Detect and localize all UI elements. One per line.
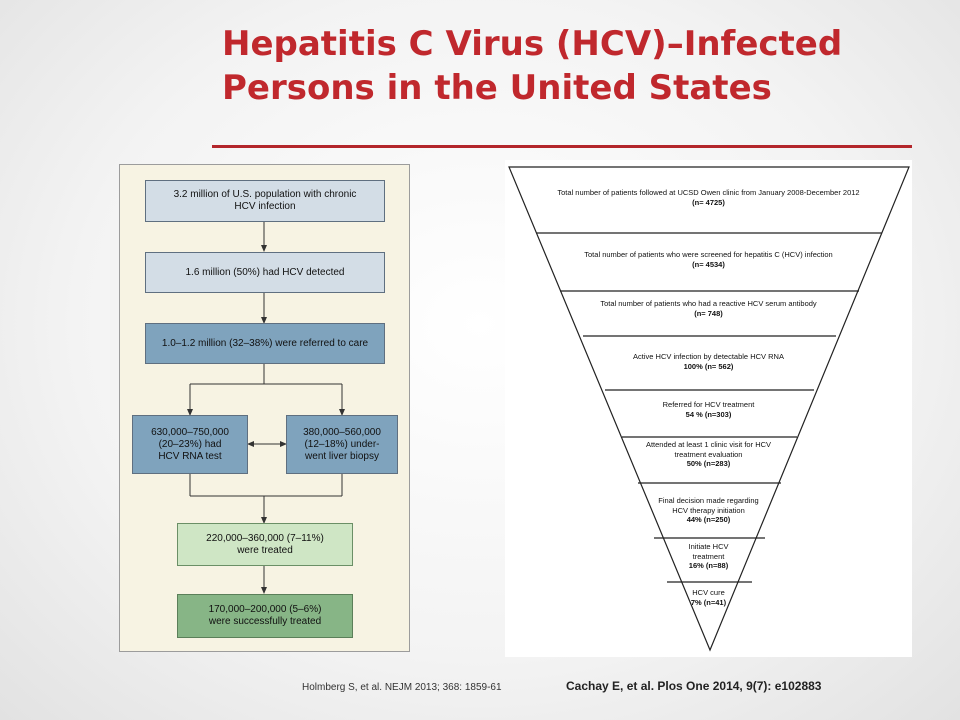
- funnel-level-referred: [505, 400, 912, 419]
- funnel-level-count: 100% (n= 562): [683, 361, 734, 371]
- funnel-level-text: HCV cure: [692, 588, 725, 597]
- funnel-level-count: 7% (n=41): [690, 597, 727, 607]
- cascade-box-text: 170,000–200,000 (5–6%) were successfully treated: [208, 604, 322, 627]
- citation-cachay: Cachay E, et al. Plos One 2014, 9(7): e102883: [566, 679, 822, 693]
- cascade-box-text: 1.0–1.2 million (32–38%) were referred to care: [161, 337, 369, 349]
- cascade-box-liver-biopsy: [286, 415, 398, 474]
- cascade-box-text: 1.6 million (50%) had HCV detected: [185, 266, 345, 278]
- hcv-care-cascade-panel: [119, 164, 410, 652]
- funnel-level-text: Total number of patients followed at UCSD Owen clinic from January 2008-December 2012: [557, 188, 860, 197]
- funnel-level-count: 44% (n=250): [686, 515, 731, 524]
- funnel-level-text: Final decision made regarding HCV therapy initiation: [658, 496, 759, 515]
- cascade-box-referred: [145, 323, 385, 364]
- title-line-2: Persons in the United States: [222, 68, 772, 108]
- citation-holmberg: Holmberg S, et al. NEJM 2013; 368: 1859-61: [302, 682, 502, 693]
- funnel-level-count: 54 % (n=303): [685, 409, 732, 419]
- funnel-level-initiate-treatment: [505, 542, 912, 571]
- funnel-level-text: Active HCV infection by detectable HCV RNA: [633, 352, 784, 361]
- cascade-box-detected: [145, 252, 385, 293]
- funnel-level-hcv-cure: [505, 588, 912, 607]
- funnel-level-text: Total number of patients who were screened for hepatitis C (HCV) infection: [584, 250, 833, 259]
- title-line-1: Hepatitis C Virus (HCV)–Infected: [222, 24, 843, 64]
- cascade-connectors: [120, 165, 411, 653]
- cascade-box-text: 3.2 million of U.S. population with chronic HCV infection: [173, 189, 357, 212]
- funnel-level-text: Initiate HCV treatment: [688, 542, 729, 561]
- funnel-level-reactive-antibody: [505, 299, 912, 318]
- funnel-level-count: (n= 748): [694, 308, 723, 318]
- cascade-box-text: 220,000–360,000 (7–11%) were treated: [206, 532, 324, 556]
- cascade-box-text: 630,000–750,000 (20–23%) had HCV RNA test: [151, 426, 229, 462]
- funnel-level-count: (n= 4534): [692, 259, 725, 269]
- funnel-level-count: 16% (n=88): [688, 561, 729, 570]
- funnel-level-text: Attended at least 1 clinic visit for HCV treatment evaluation: [645, 440, 772, 459]
- funnel-level-count: 50% (n=283): [686, 459, 731, 468]
- ucsd-hcv-funnel: [505, 160, 912, 657]
- funnel-level-active-infection: [505, 352, 912, 371]
- cascade-box-rna-test: [132, 415, 248, 474]
- cascade-box-text: 380,000–560,000 (12–18%) under- went liver biopsy: [303, 426, 381, 462]
- funnel-level-text: Total number of patients who had a reactive HCV serum antibody: [600, 299, 817, 308]
- cascade-box-successfully-treated: [177, 594, 353, 638]
- funnel-level-count: (n= 4725): [692, 197, 725, 207]
- cascade-box-treated: [177, 523, 353, 566]
- funnel-level-followed: [505, 188, 912, 207]
- title-underline: [212, 145, 912, 148]
- slide-title: [222, 22, 922, 110]
- funnel-level-attended-visit: [505, 440, 912, 469]
- funnel-level-therapy-decision: [505, 496, 912, 525]
- cascade-box-chronic-infection: [145, 180, 385, 222]
- funnel-level-text: Referred for HCV treatment: [662, 400, 755, 409]
- funnel-level-screened: [505, 250, 912, 269]
